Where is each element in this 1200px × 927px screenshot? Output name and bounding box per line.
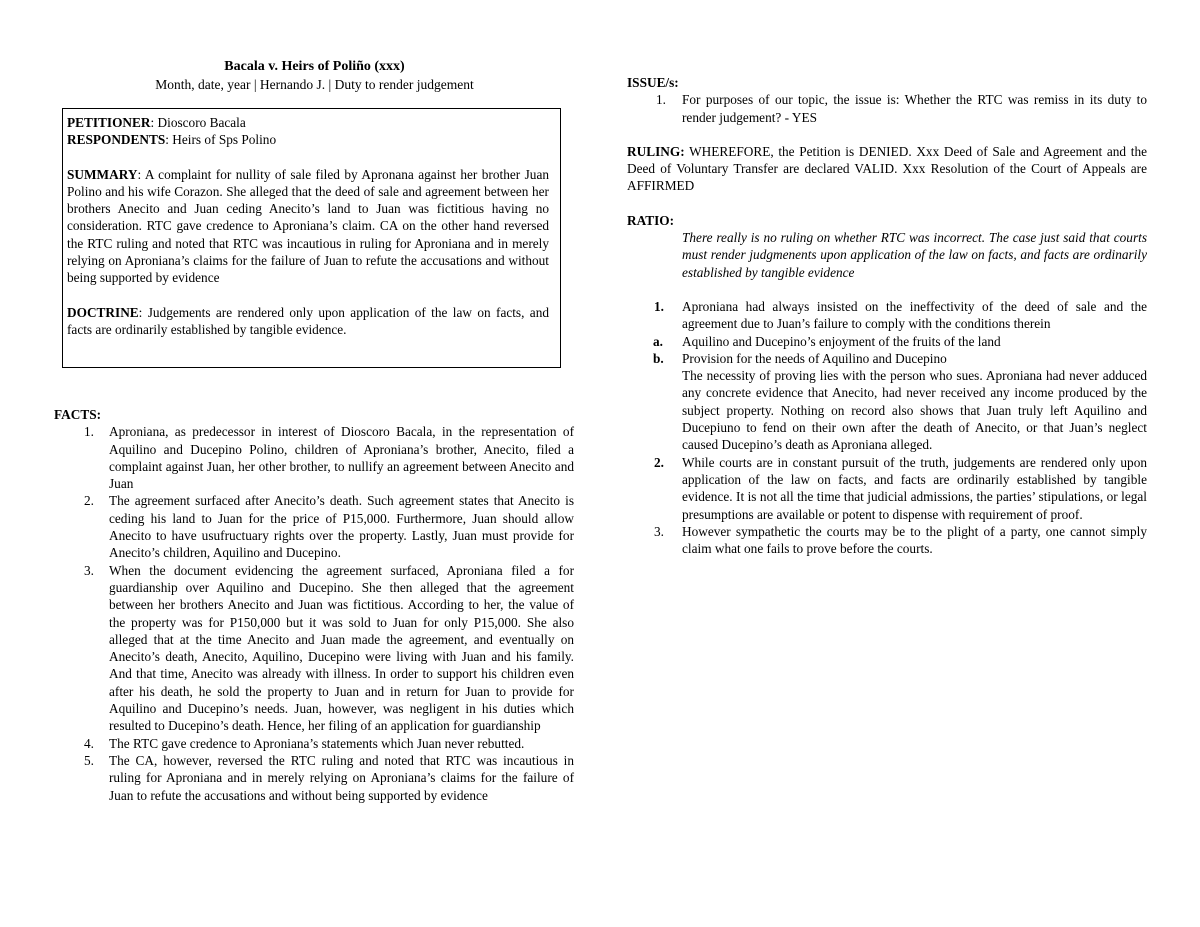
fact-item — [54, 752, 574, 804]
fact-text: The CA, however, reversed the RTC ruling and noted that RTC was incautious in ruling for Aproniana and in merely relying on Aproniana’s claims for the failure of Juan to refute the accusations and without being supported by evidence — [109, 752, 574, 803]
ratio-heading: RATIO: — [627, 212, 675, 228]
respondents-line — [67, 131, 549, 148]
ratio-sub-item — [627, 350, 1147, 367]
ratio-sub-item — [627, 333, 1147, 350]
ratio-followup — [627, 367, 1147, 453]
ratio-number: 3. — [654, 523, 664, 539]
fact-text: Aproniana, as predecessor in interest of Dioscoro Bacala, in the representation of Aquilino and Ducepino Polino, children of Aproniana’s brother, Anecito, filed a complaint against Juan, her other brother, to nullify an agreement between Anecito and Juan — [109, 424, 574, 492]
summary-text: : A complaint for nullity of sale filed by Apronana against her brother Juan Polino and his wife Corazon. She alleged that the deed of sale and agreement between her brothers Anecito and Juan ceding Anecito’s land to Juan was fictitious having no consideration. RTC gave credence to Aproniana’s claim. CA on the other hand reversed the RTC ruling and noted that RTC was incautious in ruling for Aproniana and in merely relying on Aproniana’s claims for the failure of Juan to refute the accusations and without being supported by evidence — [67, 166, 549, 286]
fact-number: 5. — [84, 752, 94, 768]
ratio-item — [627, 523, 1147, 558]
doctrine-label: DOCTRINE — [67, 304, 139, 320]
fact-item — [54, 562, 574, 735]
respondents-label: RESPONDENTS — [67, 132, 166, 148]
issue-item — [627, 91, 1147, 126]
fact-text: The RTC gave credence to Aproniana’s statements which Juan never rebutted. — [109, 735, 525, 751]
fact-number: 1. — [84, 424, 94, 440]
ratio-text: Aproniana had always insisted on the ineffectivity of the deed of sale and the agreement due to Juan’s failure to comply with the conditions therein — [682, 298, 1147, 332]
fact-number: 2. — [84, 493, 94, 509]
ratio-sub-text: Aquilino and Ducepino’s enjoyment of the fruits of the land — [682, 333, 1001, 349]
case-header — [62, 58, 567, 94]
ratio-number: 1. — [654, 298, 664, 314]
fact-item — [54, 735, 574, 752]
right-column — [627, 74, 1147, 557]
ratio-followup-text: The necessity of proving lies with the person who sues. Aproniana had never adduced any concrete evidence that Anecito, had never received any income produced by the subject property. Nothing on record also shows that Juan truly left Aquilino and Ducepiuno to fend on their own after the death of Anecito, or that Juan’s neglect caused Ducepino’s death as Aproniana alleged. — [682, 368, 1147, 453]
ruling-text: WHEREFORE, the Petition is DENIED. Xxx Deed of Sale and Agreement and the Deed of Voluntary Transfer are declared VALID. Xxx Resolution of the Court of Appeals are AFFIRMED — [627, 143, 1147, 194]
issue-list — [627, 91, 1147, 126]
ruling-label: RULING: — [627, 143, 685, 159]
facts-heading: FACTS: — [54, 407, 102, 422]
ratio-text: However sympathetic the courts may be to the plight of a party, one cannot simply claim what one fails to prove before the courts. — [682, 523, 1147, 557]
issue-heading: ISSUE/s: — [627, 75, 679, 90]
summary-box — [62, 108, 561, 368]
ratio-text: While courts are in constant pursuit of the truth, judgements are rendered only upon application of the law on facts, and facts are ordinarily established by tangible evidence. It is not all the time that judicial admissions, the parties’ stipulations, or legal presumptions are available or potent to dispense with requirement of proof. — [682, 454, 1147, 522]
case-subtitle: Month, date, year | Hernando J. | Duty to render judgement — [155, 77, 474, 92]
doctrine-text: : Judgements are rendered only upon application of the law on facts, and facts are ordinarily established by tangible evidence. — [67, 304, 549, 337]
fact-number: 4. — [84, 735, 94, 751]
facts-list — [54, 423, 574, 804]
doctrine-paragraph — [67, 304, 549, 339]
issue-number: 1. — [656, 92, 666, 108]
ratio-note: There really is no ruling on whether RTC was incorrect. The case just said that courts must render judgmenents upon application of the law on facts, and facts are ordinarily established by tangible evidence — [682, 230, 1147, 280]
ratio-sub-letter: a. — [653, 333, 663, 349]
ratio-number: 2. — [654, 454, 664, 470]
ratio-item — [627, 298, 1147, 333]
ratio-sub-text: Provision for the needs of Aquilino and Ducepino — [682, 350, 947, 366]
ratio-item — [627, 454, 1147, 523]
summary-paragraph — [67, 166, 549, 287]
petitioner-value: : Dioscoro Bacala — [150, 115, 246, 130]
facts-section — [54, 406, 574, 804]
petitioner-label: PETITIONER — [67, 115, 151, 130]
fact-number: 3. — [84, 562, 94, 578]
fact-item — [54, 492, 574, 561]
summary-label: SUMMARY — [67, 166, 138, 182]
fact-item — [54, 423, 574, 492]
ratio-sub-letter: b. — [653, 350, 664, 366]
ruling-paragraph — [627, 143, 1147, 195]
respondents-value: : Heirs of Sps Polino — [165, 132, 277, 148]
fact-text: The agreement surfaced after Anecito’s death. Such agreement states that Anecito is ceding his land to Juan for the price of P15,000. Furthermore, Juan should allow Anecito to have usufructuary rights over the property. Lastly, Juan must provide for Anecito’s children, Aquilino and Ducepino. — [109, 493, 574, 561]
issue-text: For purposes of our topic, the issue is: Whether the RTC was remiss in its duty to render judgement? - YES — [682, 92, 1147, 125]
fact-text: When the document evidencing the agreement surfaced, Aproniana filed a for guardianship over Aquilino and Ducepino. She then alleged that the agreement between her brothers Anecito and Juan was fictitious. According to her, the value of the property was for P150,000 but it was sold to Juan for only P15,000. She also alleged that at the time Anecito and Juan made the agreement, and eventually on Anecito’s death, Anecito, Aquilino, Ducepino were living with Juan and his family. And that time, Anecito was already with illness. In order to support his children even after his death, he sold the property to Juan and in return for Juan to provide for Aquilino and Ducepino’s needs. Juan, however, was negligent in his duties which resulted to Ducepino’s death. Hence, her filing of an application for guardianship — [109, 562, 574, 734]
ratio-list — [627, 298, 1147, 557]
petitioner-line — [67, 114, 549, 131]
case-title: Bacala v. Heirs of Poliño (xxx) — [224, 59, 405, 74]
